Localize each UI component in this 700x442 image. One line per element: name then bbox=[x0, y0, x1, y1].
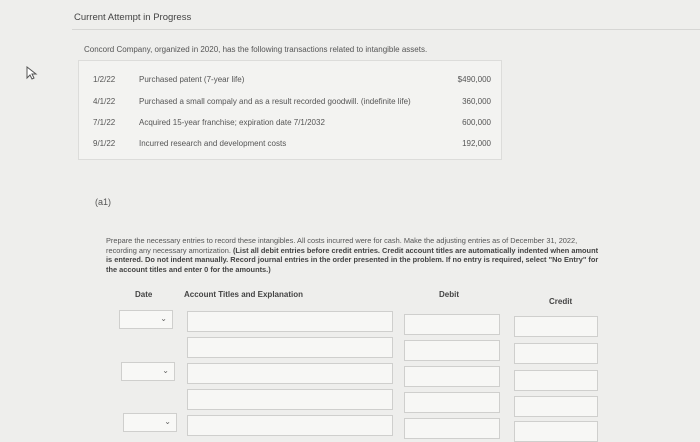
table-row bbox=[79, 139, 501, 153]
credit-field[interactable] bbox=[514, 316, 598, 337]
debit-field[interactable] bbox=[404, 366, 500, 387]
column-header-account: Account Titles and Explanation bbox=[184, 290, 303, 299]
chevron-down-icon: ⌄ bbox=[162, 366, 169, 375]
transaction-amount: $490,000 bbox=[457, 75, 491, 84]
column-header-date: Date bbox=[135, 290, 153, 299]
credit-field[interactable] bbox=[514, 343, 598, 364]
page-title: Current Attempt in Progress bbox=[74, 12, 192, 23]
instructions bbox=[106, 236, 601, 274]
transaction-amount: 360,000 bbox=[462, 97, 491, 106]
instruction-bold-text: (List all debit entries before credit entries. Credit account titles are automatically indented when amount is entered. Do not indent manually. Record journal entries in the order presented in the problem. If no entry is required, select "No Entry" for the account titles and enter 0 for the amounts.) bbox=[106, 245, 599, 274]
debit-field[interactable] bbox=[404, 340, 500, 361]
debit-field[interactable] bbox=[404, 392, 500, 413]
column-header-debit: Debit bbox=[439, 290, 459, 299]
transaction-amount: 192,000 bbox=[462, 139, 491, 148]
transactions-table bbox=[78, 60, 502, 160]
transaction-date: 9/1/22 bbox=[93, 139, 116, 148]
date-select[interactable] bbox=[123, 413, 177, 432]
transaction-description: Purchased a small compaly and as a result recorded goodwill. (indefinite life) bbox=[139, 97, 411, 106]
mouse-pointer-icon bbox=[26, 66, 38, 80]
account-title-field[interactable] bbox=[187, 415, 393, 436]
transaction-description: Acquired 15-year franchise; expiration date 7/1/2032 bbox=[139, 118, 325, 127]
account-title-field[interactable] bbox=[187, 337, 393, 358]
transaction-date: 1/2/22 bbox=[93, 75, 116, 84]
column-header-credit: Credit bbox=[549, 297, 573, 306]
transaction-date: 7/1/22 bbox=[93, 118, 116, 127]
table-row bbox=[79, 75, 501, 89]
table-row bbox=[79, 97, 501, 111]
debit-field[interactable] bbox=[404, 418, 500, 439]
divider bbox=[72, 29, 700, 30]
instruction-text: Prepare the necessary entries to record these intangibles. All costs incurred were for cash. Make the adjusting entries as of December 31, 2022, recording any necessary amortization. bbox=[106, 236, 578, 255]
part-label: (a1) bbox=[95, 197, 112, 207]
transaction-description: Purchased patent (7-year life) bbox=[139, 75, 245, 84]
date-select[interactable] bbox=[121, 362, 175, 381]
transaction-date: 4/1/22 bbox=[93, 97, 116, 106]
account-title-field[interactable] bbox=[187, 363, 393, 384]
chevron-down-icon: ⌄ bbox=[160, 314, 167, 323]
credit-field[interactable] bbox=[514, 370, 598, 391]
credit-field[interactable] bbox=[514, 396, 598, 417]
account-title-field[interactable] bbox=[187, 389, 393, 410]
chevron-down-icon: ⌄ bbox=[164, 417, 171, 426]
date-select[interactable] bbox=[119, 310, 173, 329]
table-row bbox=[79, 118, 501, 132]
account-title-field[interactable] bbox=[187, 311, 393, 332]
transaction-amount: 600,000 bbox=[462, 118, 491, 127]
problem-intro: Concord Company, organized in 2020, has the following transactions related to intangible assets. bbox=[84, 45, 428, 54]
transaction-description: Incurred research and development costs bbox=[139, 139, 287, 148]
debit-field[interactable] bbox=[404, 314, 500, 335]
